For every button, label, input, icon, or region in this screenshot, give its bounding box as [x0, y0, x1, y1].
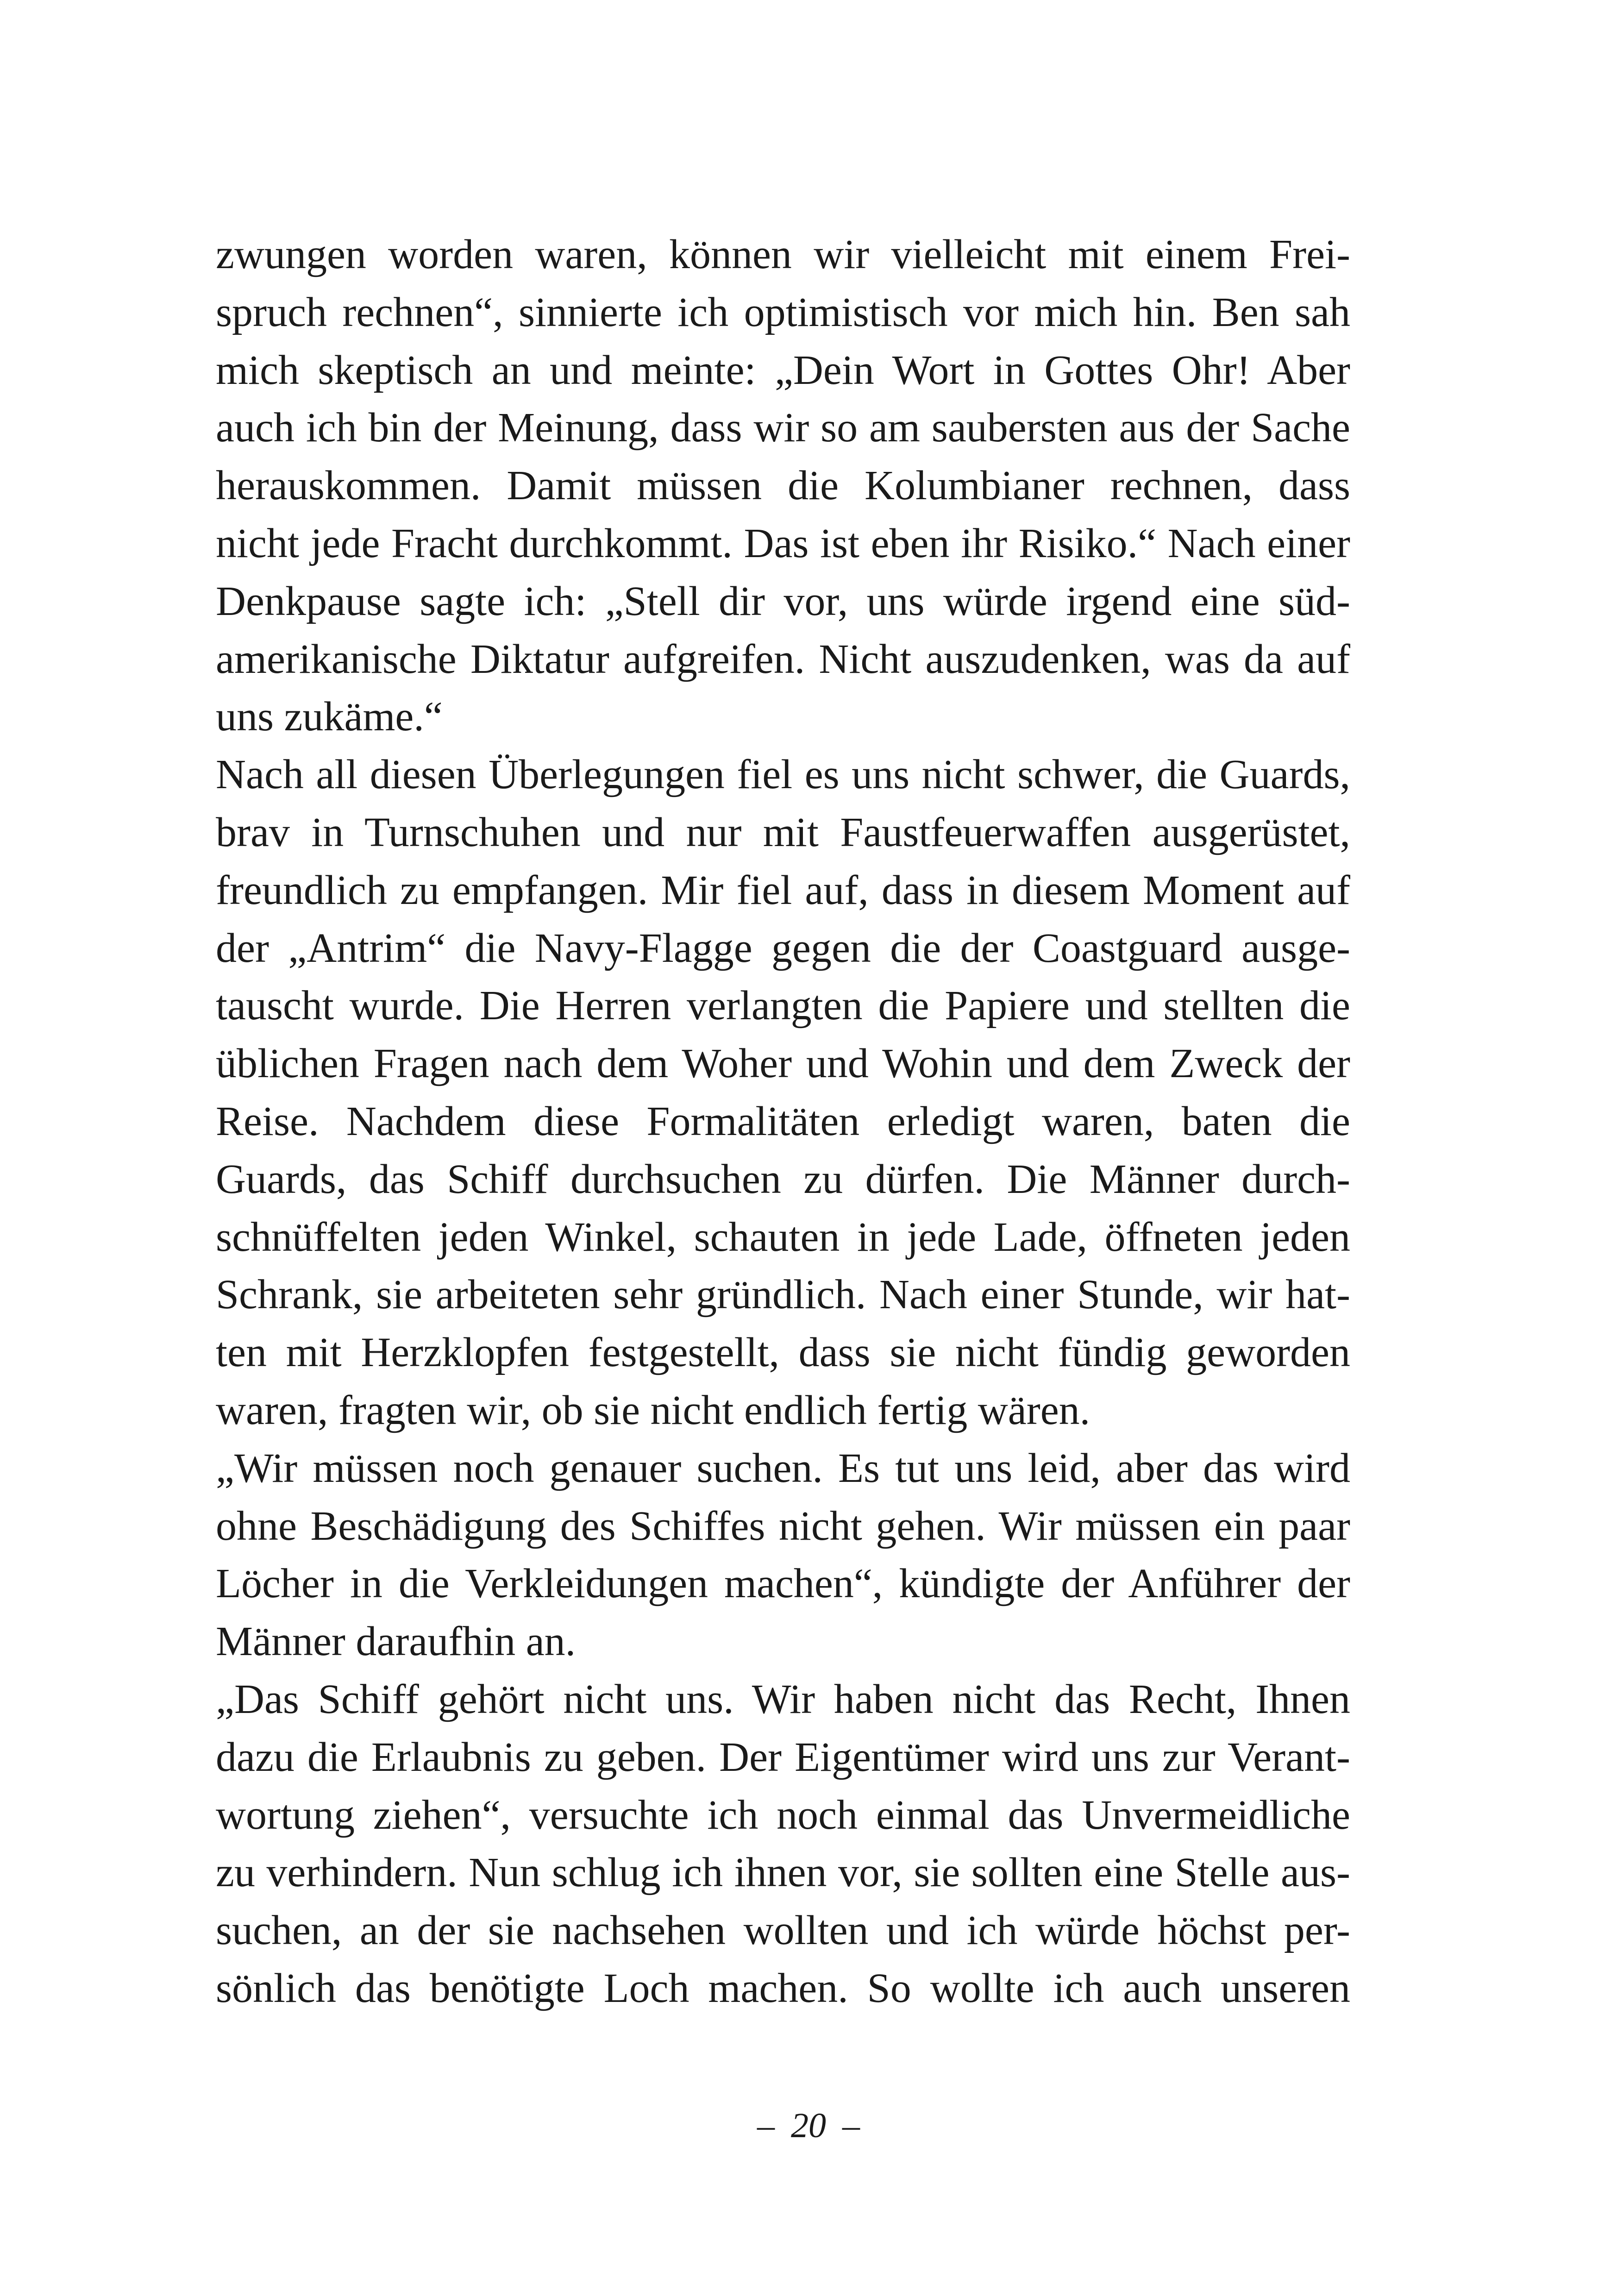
text-line: ten mit Herzklopfen festgestellt, dass sie nicht fündig geworden [216, 1330, 1350, 1376]
text-line: Löcher in die Verkleidungen machen“, kündigte der Anführer der [216, 1561, 1350, 1607]
text-line: waren, fragten wir, ob sie nicht endlich fertig wären. [216, 1387, 1091, 1433]
text-line: spruch rechnen“, sinnierte ich optimistisch vor mich hin. Ben sah [216, 289, 1350, 335]
text-line: uns zukäme.“ [216, 694, 443, 740]
text-line: freundlich zu empfangen. Mir fiel auf, dass in diesem Moment auf [216, 867, 1350, 913]
text-line: sönlich das benötigte Loch machen. So wollte ich auch unseren [216, 1965, 1350, 2011]
text-line: Guards, das Schiff durchsuchen zu dürfen. Die Männer durch- [216, 1156, 1350, 1202]
text-line: suchen, an der sie nachsehen wollten und ich würde höchst per- [216, 1907, 1350, 1954]
text-line: Männer daraufhin an. [216, 1618, 576, 1665]
text-line: brav in Turnschuhen und nur mit Faustfeuerwaffen ausgerüstet, [216, 809, 1350, 855]
text-line: dazu die Erlaubnis zu geben. Der Eigentümer wird uns zur Verant- [216, 1734, 1350, 1780]
text-line: zu verhindern. Nun schlug ich ihnen vor, sie sollten eine Stelle aus- [216, 1850, 1350, 1896]
text-line: Reise. Nachdem diese Formalitäten erledigt waren, baten die [216, 1098, 1350, 1144]
text-line: der „Antrim“ die Navy-Flagge gegen die der Coastguard ausge- [216, 925, 1350, 971]
text-line: tauscht wurde. Die Herren verlangten die Papiere und stellten die [216, 983, 1350, 1029]
folio-dash-right: – [842, 2106, 860, 2145]
page-number-footer [0, 2102, 1617, 2149]
text-line: auch ich bin der Meinung, dass wir so am saubersten aus der Sache [216, 405, 1350, 451]
text-line: ohne Beschädigung des Schiffes nicht gehen. Wir müssen ein paar [216, 1503, 1350, 1549]
text-line: Denkpause sagte ich: „Stell dir vor, uns würde irgend eine süd- [216, 578, 1350, 624]
text-line: schnüffelten jeden Winkel, schauten in jede Lade, öffneten jeden [216, 1214, 1350, 1260]
text-line: Nach all diesen Überlegungen fiel es uns nicht schwer, die Guards, [216, 752, 1350, 798]
text-line: Schrank, sie arbeiteten sehr gründlich. Nach einer Stunde, wir hat- [216, 1272, 1350, 1318]
text-line: „Das Schiff gehört nicht uns. Wir haben nicht das Recht, Ihnen [216, 1676, 1350, 1722]
text-line: „Wir müssen noch genauer suchen. Es tut uns leid, aber das wird [216, 1445, 1350, 1491]
page-number: 20 [791, 2106, 826, 2145]
text-line: wortung ziehen“, versuchte ich noch einmal das Unvermeidliche [216, 1792, 1350, 1838]
text-line: nicht jede Fracht durchkommt. Das ist eben ihr Risiko.“ Nach einer [216, 520, 1350, 566]
text-line: mich skeptisch an und meinte: „Dein Wort in Gottes Ohr! Aber [216, 347, 1350, 393]
text-line: amerikanische Diktatur aufgreifen. Nicht auszudenken, was da auf [216, 636, 1350, 682]
text-line: üblichen Fragen nach dem Woher und Wohin und dem Zweck der [216, 1041, 1350, 1087]
text-line: herauskommen. Damit müssen die Kolumbianer rechnen, dass [216, 463, 1350, 509]
body-text [216, 226, 1350, 2018]
folio-dash-left: – [757, 2106, 775, 2145]
text-line: zwungen worden waren, können wir vielleicht mit einem Frei- [216, 232, 1350, 277]
